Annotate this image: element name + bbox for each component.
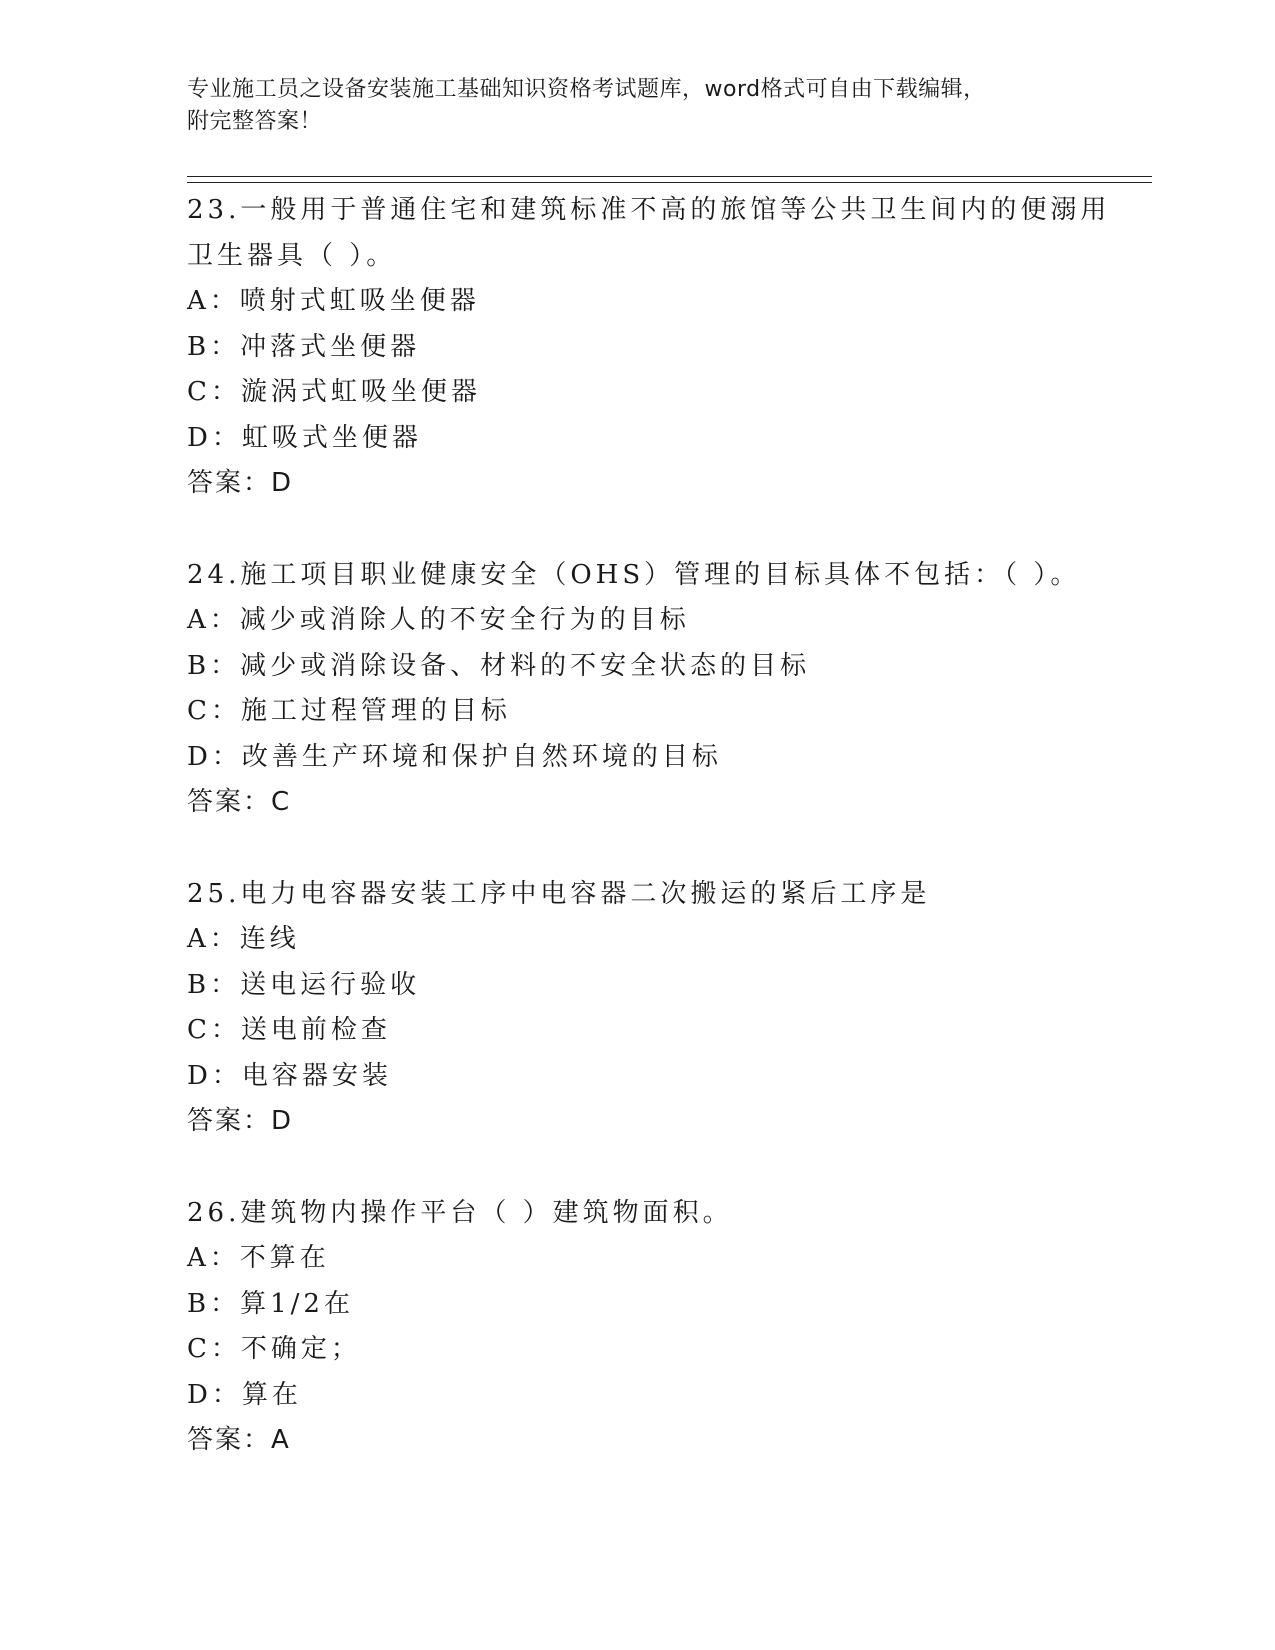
question-list	[187, 188, 1111, 1510]
header-divider-top	[187, 176, 1152, 177]
option-a: A：不算在	[187, 1243, 330, 1273]
option-b: B：算1/2在	[187, 1288, 354, 1319]
answer: 答案：A	[187, 1425, 291, 1455]
option-c: C：漩涡式虹吸坐便器	[187, 377, 481, 407]
header-line-2: 附完整答案！	[187, 109, 323, 134]
option-a: A：喷射式虹吸坐便器	[187, 286, 480, 316]
question-stem: 24.施工项目职业健康安全（OHS）管理的目标具体不包括：（ ）。	[187, 559, 1081, 590]
question-stem-continued: 卫生器具（ ）。	[187, 240, 397, 271]
question-stem: 26.建筑物内操作平台（ ）建筑物面积。	[187, 1197, 733, 1228]
question-24	[187, 553, 1087, 826]
question-26	[187, 1191, 1087, 1464]
option-d: D：改善生产环境和保护自然环境的目标	[187, 741, 722, 772]
option-d: D：虹吸式坐便器	[187, 422, 422, 453]
option-d: D：算在	[187, 1379, 302, 1410]
option-b: B：送电运行验收	[187, 969, 421, 1000]
option-c: C：送电前检查	[187, 1015, 391, 1045]
option-d: D：电容器安装	[187, 1060, 392, 1091]
option-b: B：减少或消除设备、材料的不安全状态的目标	[187, 650, 811, 681]
header-divider-bottom	[187, 182, 1152, 183]
option-c: C：不确定；	[187, 1334, 361, 1364]
document-header	[187, 74, 1067, 138]
option-b: B：冲落式坐便器	[187, 331, 421, 362]
option-a: A：减少或消除人的不安全行为的目标	[187, 605, 690, 635]
question-stem: 23.一般用于普通住宅和建筑标准不高的旅馆等公共卫生间内的便溺用	[187, 195, 1111, 225]
answer: 答案：D	[187, 1106, 294, 1136]
header-line-1: 专业施工员之设备安装施工基础知识资格考试题库，word格式可自由下载编辑，	[187, 77, 986, 102]
option-a: A：连线	[187, 924, 300, 954]
answer: 答案：C	[187, 787, 292, 817]
question-25	[187, 872, 1087, 1145]
option-c: C：施工过程管理的目标	[187, 696, 511, 726]
question-23	[187, 188, 1111, 507]
answer: 答案：D	[187, 468, 294, 498]
question-stem: 25.电力电容器安装工序中电容器二次搬运的紧后工序是	[187, 878, 931, 909]
